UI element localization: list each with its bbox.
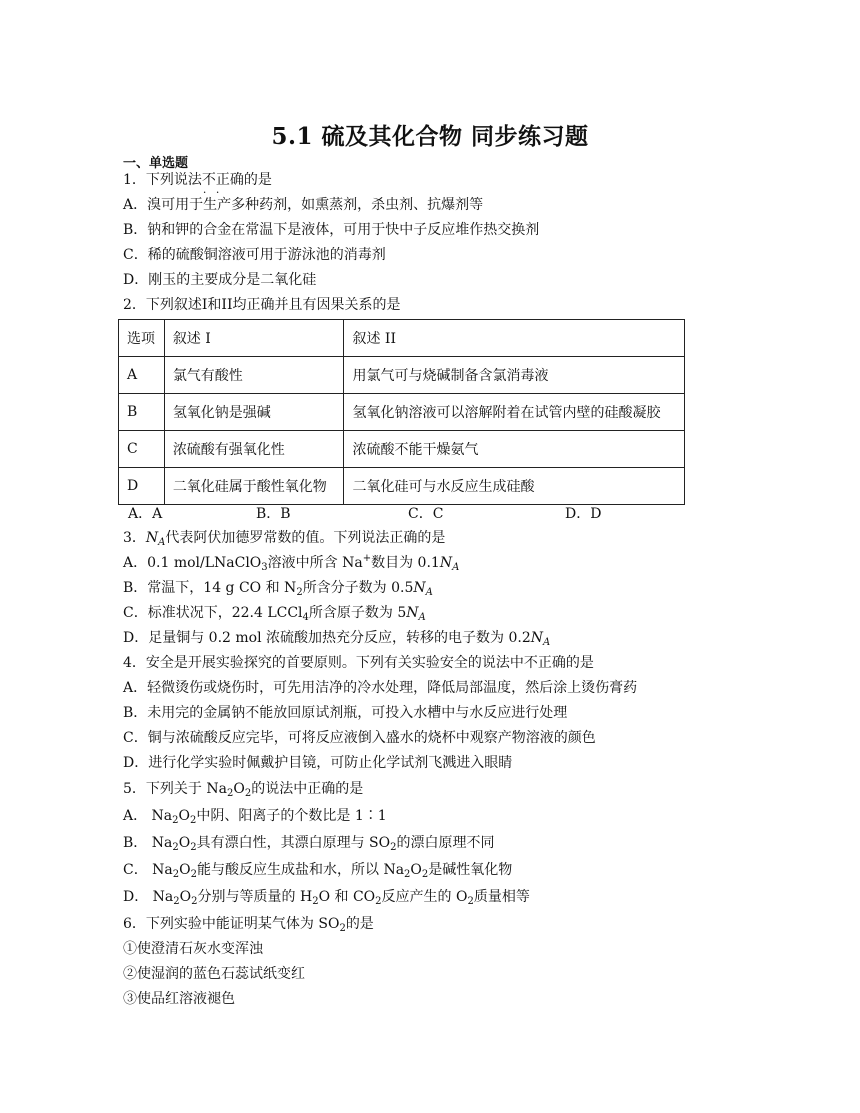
q5-c-sub-3: 2 [404,869,411,880]
q5-b-text-2: 具有漂白性，其漂白原理与 SO [196,835,391,851]
q3-a-sup: + [362,553,372,564]
q5-option-a [123,806,387,826]
q3-option-b [123,578,433,598]
question-1-stem [123,170,272,190]
q5-d-sub: 2 [173,896,180,907]
q5-c-o-2: O [410,862,422,878]
question-6-stem [123,914,374,934]
q3-a-na-sub: A [452,562,460,573]
q2-table [118,319,685,505]
q5-b-text-3: 的漂白原理不同 [396,835,495,851]
q5-b-text: B． Na [123,835,173,851]
q5-stem-end: 的说法中正确的是 [251,781,364,797]
q5-d-sub-2: 2 [191,896,198,907]
question-5-stem [123,779,363,799]
q3-b-text: B．常温下，14 g CO 和 N [123,580,297,596]
question-2-stem: 2．下列叙述I和II均正确并且有因果关系的是 [123,297,401,313]
table-cell: C [119,431,165,468]
table-cell: 用氯气可与烧碱制备含氯消毒液 [344,357,685,394]
q2-option-b: B．B [256,506,291,522]
table-cell: 二氧化硅可与水反应生成硅酸 [344,468,685,505]
table-cell: 氢氧化钠是强碱 [164,394,344,431]
q4-option-d: D．进行化学实验时佩戴护目镜，可防止化学试剂飞溅进入眼睛 [123,755,513,771]
q3-b-na: N [413,580,426,596]
table-cell: 二氧化硅属于酸性氧化物 [164,468,344,505]
q5-c-text-2: 能与酸反应生成盐和水，所以 Na [197,862,405,878]
q4-option-c: C．铜与浓硫酸反应完毕，可将反应液倒入盛水的烧杯中观察产物溶液的颜色 [123,730,596,746]
q4-option-a: A．轻微烫伤或烧伤时，可先用洁净的冷水处理，降低局部温度，然后涂上烫伤膏药 [123,680,638,696]
q5-c-sub: 2 [172,869,180,880]
q5-b-sub-2: 2 [190,842,197,853]
q1-option-b: B．钠和钾的合金在常温下是液体，可用于快中子反应堆作热交换剂 [123,222,540,238]
q3-number: 3． [123,530,146,546]
table-cell: B [119,394,165,431]
table-row [119,468,685,505]
q2-option-c: C．C [408,506,444,522]
q3-c-sub: 4 [302,612,309,623]
q5-b-o: O [178,835,191,851]
q5-b-sub: 2 [172,842,179,853]
q3-c-na: N [406,605,419,621]
q1-option-a: A．溴可用于生产多种药剂，如熏蒸剂，杀虫剂、抗爆剂等 [123,197,484,213]
q6-item-3: ③使品红溶液褪色 [123,991,235,1007]
q5-stem-text: 5．下列关于 Na [123,781,227,797]
q5-option-d [123,887,530,907]
q3-na-symbol: N [145,530,159,546]
section-heading: 一、单选题 [123,156,189,171]
q3-a-na: N [439,555,453,571]
q6-stem-text: 6．下列实验中能证明某气体为 SO [123,916,340,932]
q3-d-na: N [530,630,543,646]
q5-b-sub-3: 2 [390,842,397,853]
q5-option-c [123,860,512,880]
table-cell: D [119,468,165,505]
question-3-stem [123,528,445,548]
q3-stem-text: 代表阿伏加德罗常数的值。下列说法正确的是 [165,530,446,546]
table-cell: 浓硫酸不能干燥氨气 [344,431,685,468]
q3-c-text: C．标准状况下，22.4 LCCl [123,605,303,621]
table-cell: 氯气有酸性 [164,357,344,394]
table-header-cell: 叙述 I [164,320,344,357]
q5-d-text-5: 质量相等 [473,889,530,905]
q5-d-text: D． Na [123,889,174,905]
page-title: 5.1 硫及其化合物 同步练习题 [271,123,589,150]
q6-stem-end: 的是 [345,916,374,932]
q4-option-b: B．未用完的金属钠不能放回原试剂瓶，可投入水槽中与水反应进行处理 [123,705,568,721]
q1-stem-text: 1．下列说法 [123,172,202,188]
q3-d-text: D．足量铜与 0.2 mol 浓硫酸加热充分反应，转移的电子数为 0.2 [123,630,531,646]
q5-c-sub-2: 2 [190,869,197,880]
q5-option-b [123,833,494,853]
q3-a-text: A．0.1 mol/LNaClO [123,555,262,571]
table-header-row [119,320,685,357]
q6-sub: 2 [339,923,346,934]
q3-b-na-sub: A [425,587,433,598]
q5-c-sub-4: 2 [421,869,429,880]
q5-a-sub: 2 [172,815,179,826]
table-cell: A [119,357,165,394]
table-row [119,431,685,468]
q5-a-text: A． Na [123,808,173,824]
q1-emphasis-text: 不正确 · · [202,172,244,188]
q6-item-1: ①使澄清石灰水变浑浊 [123,941,263,957]
table-cell: 浓硫酸有强氧化性 [164,431,344,468]
q6-item-2: ②使湿润的蓝色石蕊试纸变红 [123,966,305,982]
table-cell: 氢氧化钠溶液可以溶解附着在试管内壁的硅酸凝胶 [344,394,685,431]
q2-option-a: A．A [128,506,163,522]
q2-option-d: D．D [565,506,602,522]
q5-sub-2: 2 [244,788,252,799]
table-row [119,394,685,431]
q3-b-sub: 2 [296,587,303,598]
q2-options [0,503,860,523]
q5-d-sub-4: 2 [375,896,382,907]
q3-a-text-3: 数目为 0.1 [371,555,440,571]
q3-option-d [123,628,550,648]
q5-c-text: C． Na [123,862,173,878]
q3-option-a [123,553,459,573]
q5-d-text-3: O 和 CO [318,889,376,905]
q3-option-c [123,603,426,623]
q1-option-c: C．稀的硫酸铜溶液可用于游泳池的消毒剂 [123,247,386,263]
q3-a-sub: 3 [261,562,268,573]
q3-c-na-sub: A [418,612,426,623]
q1-stem-end: 的是 [243,172,272,188]
q5-d-sub-3: 2 [312,896,319,907]
q3-a-text-2: 溶液中所含 Na [267,555,363,571]
q5-sub: 2 [226,788,234,799]
q3-c-text-2: 所含原子数为 5 [308,605,407,621]
q5-d-sub-5: 2 [467,896,474,907]
q5-d-text-2: 分别与等质量的 H [197,889,313,905]
table-header-cell: 选项 [119,320,165,357]
q3-d-na-sub: A [543,637,551,648]
q5-a-o: O [178,808,191,824]
q3-b-text-2: 所含分子数为 0.5 [302,580,414,596]
table-header-cell: 叙述 II [344,320,685,357]
q5-a-text-2: 中阴、阳离子的个数比是 1∶1 [196,808,387,824]
q5-d-o: O [179,889,192,905]
q5-d-text-4: 反应产生的 O [381,889,468,905]
q5-a-sub-2: 2 [190,815,197,826]
table-row [119,357,685,394]
q3-na-sub: A [158,537,166,548]
q5-c-o: O [179,862,191,878]
q1-option-d: D．刚玉的主要成分是二氧化硅 [123,272,317,288]
question-4-stem: 4．安全是开展实验探究的首要原则。下列有关实验安全的说法中不正确的是 [123,655,594,671]
q5-o: O [233,781,245,797]
q5-c-text-3: 是碱性氧化物 [428,862,513,878]
